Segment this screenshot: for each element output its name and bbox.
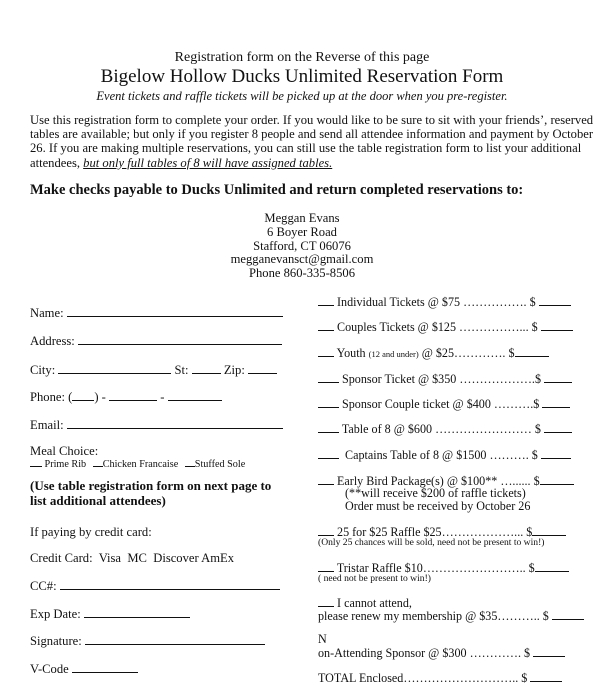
- intro-paragraph: [30, 113, 600, 170]
- qty-field[interactable]: [318, 560, 334, 572]
- qty-field[interactable]: [318, 396, 339, 408]
- currency-symbol: $: [533, 397, 540, 411]
- address-email: megganevansct@gmail.com: [230, 252, 374, 267]
- order-item-sponsor-couple: [318, 396, 570, 412]
- item-dots: ………….: [466, 646, 524, 660]
- order-item-captains-table: [318, 447, 571, 463]
- item-dots: ……………………..: [422, 561, 529, 575]
- membership-renewal-row: [318, 608, 584, 624]
- item-dots: ………….: [454, 346, 509, 360]
- credit-card-intro: If paying by credit card:: [30, 525, 152, 539]
- email-row: [30, 417, 283, 433]
- address-label: Address:: [30, 334, 75, 348]
- phone-area-close: ) -: [94, 390, 106, 404]
- item-label: I cannot attend,: [337, 596, 412, 610]
- phone-line-field[interactable]: [168, 389, 222, 401]
- address-street: 6 Boyer Road: [267, 224, 337, 239]
- amount-field[interactable]: [541, 447, 571, 459]
- signature-row: [30, 633, 265, 649]
- address-phone: Phone 860-335-8506: [249, 266, 355, 281]
- exp-row: [30, 606, 190, 622]
- phone-row: [30, 389, 222, 405]
- card-discover[interactable]: Discover: [153, 551, 199, 565]
- item-label-line2: on-Attending Sponsor @ $300: [318, 646, 467, 660]
- city-row: [30, 362, 277, 378]
- zip-field[interactable]: [248, 362, 277, 374]
- exp-date-field[interactable]: [84, 606, 190, 618]
- qty-field[interactable]: [318, 595, 334, 607]
- item-dots: …......: [497, 474, 534, 488]
- item-label: Early Bird Package(s) @ $100**: [337, 474, 498, 488]
- name-label: Name:: [30, 306, 64, 320]
- qty-field[interactable]: [318, 294, 334, 306]
- amount-field[interactable]: [552, 608, 584, 620]
- address-field[interactable]: [78, 333, 282, 345]
- early-bird-raffle-note: (**will receive $200 of raffle tickets): [345, 486, 526, 500]
- phone-separator: -: [160, 390, 165, 404]
- cc-number-field[interactable]: [60, 578, 280, 590]
- item-label: Sponsor Ticket @ $350: [342, 372, 457, 386]
- order-item-individual: [318, 294, 571, 310]
- qty-field[interactable]: [318, 371, 339, 383]
- mailing-address: [0, 212, 604, 281]
- vcode-label: V-Code: [30, 662, 69, 676]
- order-item-non-attending-sponsor: [318, 645, 565, 661]
- currency-symbol: $: [521, 671, 528, 685]
- item-dots: ………………………..: [403, 671, 522, 685]
- currency-symbol: $: [533, 474, 540, 488]
- card-visa[interactable]: Visa: [98, 551, 122, 565]
- meal-choice-label: Meal Choice:: [30, 444, 99, 458]
- currency-symbol: $: [524, 646, 531, 660]
- qty-field[interactable]: [318, 319, 334, 331]
- address-city: Stafford, CT 06076: [253, 238, 351, 253]
- amount-field[interactable]: [532, 524, 566, 536]
- card-amex[interactable]: AmEx: [201, 551, 235, 565]
- credit-card-types-row: [30, 551, 234, 566]
- cc-row: [30, 578, 280, 594]
- item-label-price: @ $25: [421, 346, 455, 360]
- order-item-youth: [318, 345, 549, 361]
- item-dots: ……………...: [456, 320, 532, 334]
- currency-symbol: $: [531, 448, 538, 462]
- amount-field[interactable]: [544, 371, 572, 383]
- amount-field[interactable]: [533, 645, 565, 657]
- phone-prefix-field[interactable]: [109, 389, 157, 401]
- credit-card-label: Credit Card:: [30, 551, 93, 565]
- item-dots: ……….: [486, 448, 532, 462]
- item-label: Couples Tickets @ $125: [337, 320, 457, 334]
- amount-field[interactable]: [542, 396, 570, 408]
- qty-field[interactable]: [318, 473, 334, 485]
- item-label: Individual Tickets @ $75: [337, 295, 461, 309]
- card-mc[interactable]: MC: [127, 551, 147, 565]
- name-row: [30, 305, 283, 321]
- state-label: St:: [174, 363, 189, 377]
- phone-area-open: (: [68, 390, 73, 404]
- item-label: Tristar Raffle $10: [336, 561, 423, 575]
- currency-symbol: $: [528, 561, 535, 575]
- state-field[interactable]: [192, 362, 221, 374]
- item-dots: …………….: [460, 295, 530, 309]
- amount-field[interactable]: [535, 560, 569, 572]
- amount-field[interactable]: [540, 473, 574, 485]
- name-field[interactable]: [67, 305, 283, 317]
- item-dots: ……………………: [432, 422, 535, 436]
- city-field[interactable]: [58, 362, 171, 374]
- city-label: City:: [30, 363, 56, 377]
- raffle-25-note: (Only 25 chances will be sold, need not be present to win!): [318, 537, 545, 548]
- meal-option-sole: Stuffed Sole: [194, 459, 246, 470]
- total-label: TOTAL Enclosed: [318, 671, 404, 685]
- tristar-note: ( need not be present to win!): [318, 573, 431, 584]
- item-label: Captains Table of 8 @ $1500: [345, 448, 487, 462]
- order-item-sponsor: [318, 371, 572, 387]
- currency-symbol: $: [529, 295, 536, 309]
- amount-field[interactable]: [515, 345, 549, 357]
- item-label: Table of 8 @ $600: [341, 422, 433, 436]
- table-registration-note: (Use table registration form on next page to list additional attendees): [30, 478, 272, 508]
- item-label: Youth: [336, 346, 366, 360]
- signature-field[interactable]: [85, 633, 265, 645]
- item-label: 25 for $25 Raffle $25: [337, 525, 442, 539]
- currency-symbol: $: [542, 609, 549, 623]
- meal-chicken-blank[interactable]: [93, 458, 103, 467]
- item-label: Sponsor Couple ticket @ $400: [342, 397, 491, 411]
- intro-text: Use this registration form to complete your order. If you would like to be sure to sit with your friends’, reserved tables are available; but only if you register 8 people and send all attendee information and payment by October 26. If you are making multiple reservations, you can still use the table registration form to list your additional attendees,: [30, 113, 594, 170]
- currency-symbol: $: [531, 320, 538, 334]
- signature-label: Signature:: [30, 634, 82, 648]
- phone-area-field[interactable]: [72, 389, 94, 401]
- form-title: Bigelow Hollow Ducks Unlimited Reservation Form: [100, 66, 504, 87]
- phone-label: Phone:: [30, 390, 65, 404]
- intro-emphasis: but only full tables of 8 will have assigned tables.: [83, 155, 333, 170]
- vcode-row: [30, 661, 138, 677]
- form-subtitle: Registration form on the Reverse of this page: [174, 50, 430, 65]
- amount-field[interactable]: [544, 421, 572, 433]
- order-item-table-of-8: [318, 421, 572, 437]
- currency-symbol: $: [534, 422, 541, 436]
- qty-field[interactable]: [318, 524, 334, 536]
- meal-option-chicken: Chicken Francaise: [102, 459, 179, 470]
- item-dots: ………………...: [441, 525, 527, 539]
- email-field[interactable]: [67, 417, 283, 429]
- item-age-note: (12 and under): [368, 349, 419, 359]
- zip-label: Zip:: [223, 363, 245, 377]
- meal-option-prime-rib: Prime Rib: [44, 459, 87, 470]
- exp-date-label: Exp Date:: [30, 607, 81, 621]
- form-tagline: Event tickets and raffle tickets will be picked up at the door when you pre-register.: [96, 89, 508, 103]
- amount-field[interactable]: [541, 319, 573, 331]
- order-total-row: [318, 670, 562, 686]
- email-label: Email:: [30, 418, 64, 432]
- meal-sole-blank[interactable]: [185, 458, 195, 467]
- currency-symbol: $: [534, 372, 541, 386]
- cc-label: CC#:: [30, 579, 57, 593]
- order-item-couples: [318, 319, 573, 335]
- address-row: [30, 333, 282, 349]
- qty-field[interactable]: [318, 447, 339, 459]
- qty-field[interactable]: [318, 421, 339, 433]
- item-dots: ………..: [497, 609, 543, 623]
- meal-prime-rib-blank[interactable]: [30, 458, 42, 467]
- item-dots: ……………….: [456, 372, 535, 386]
- item-dots: ……….: [490, 397, 534, 411]
- address-name: Meggan Evans: [264, 211, 340, 225]
- qty-field[interactable]: [318, 345, 334, 357]
- currency-symbol: $: [526, 525, 533, 539]
- early-bird-deadline-note: Order must be received by October 26: [345, 499, 531, 513]
- item-label-line2: please renew my membership @ $35: [318, 609, 498, 623]
- meal-options: [30, 458, 245, 470]
- vcode-field[interactable]: [72, 661, 138, 673]
- amount-field[interactable]: [539, 294, 571, 306]
- total-amount-field[interactable]: [530, 670, 562, 682]
- order-item-non-attending-letter: N: [318, 632, 327, 646]
- payable-heading: Make checks payable to Ducks Unlimited and return completed reservations to:: [30, 182, 524, 198]
- currency-symbol: $: [508, 346, 515, 360]
